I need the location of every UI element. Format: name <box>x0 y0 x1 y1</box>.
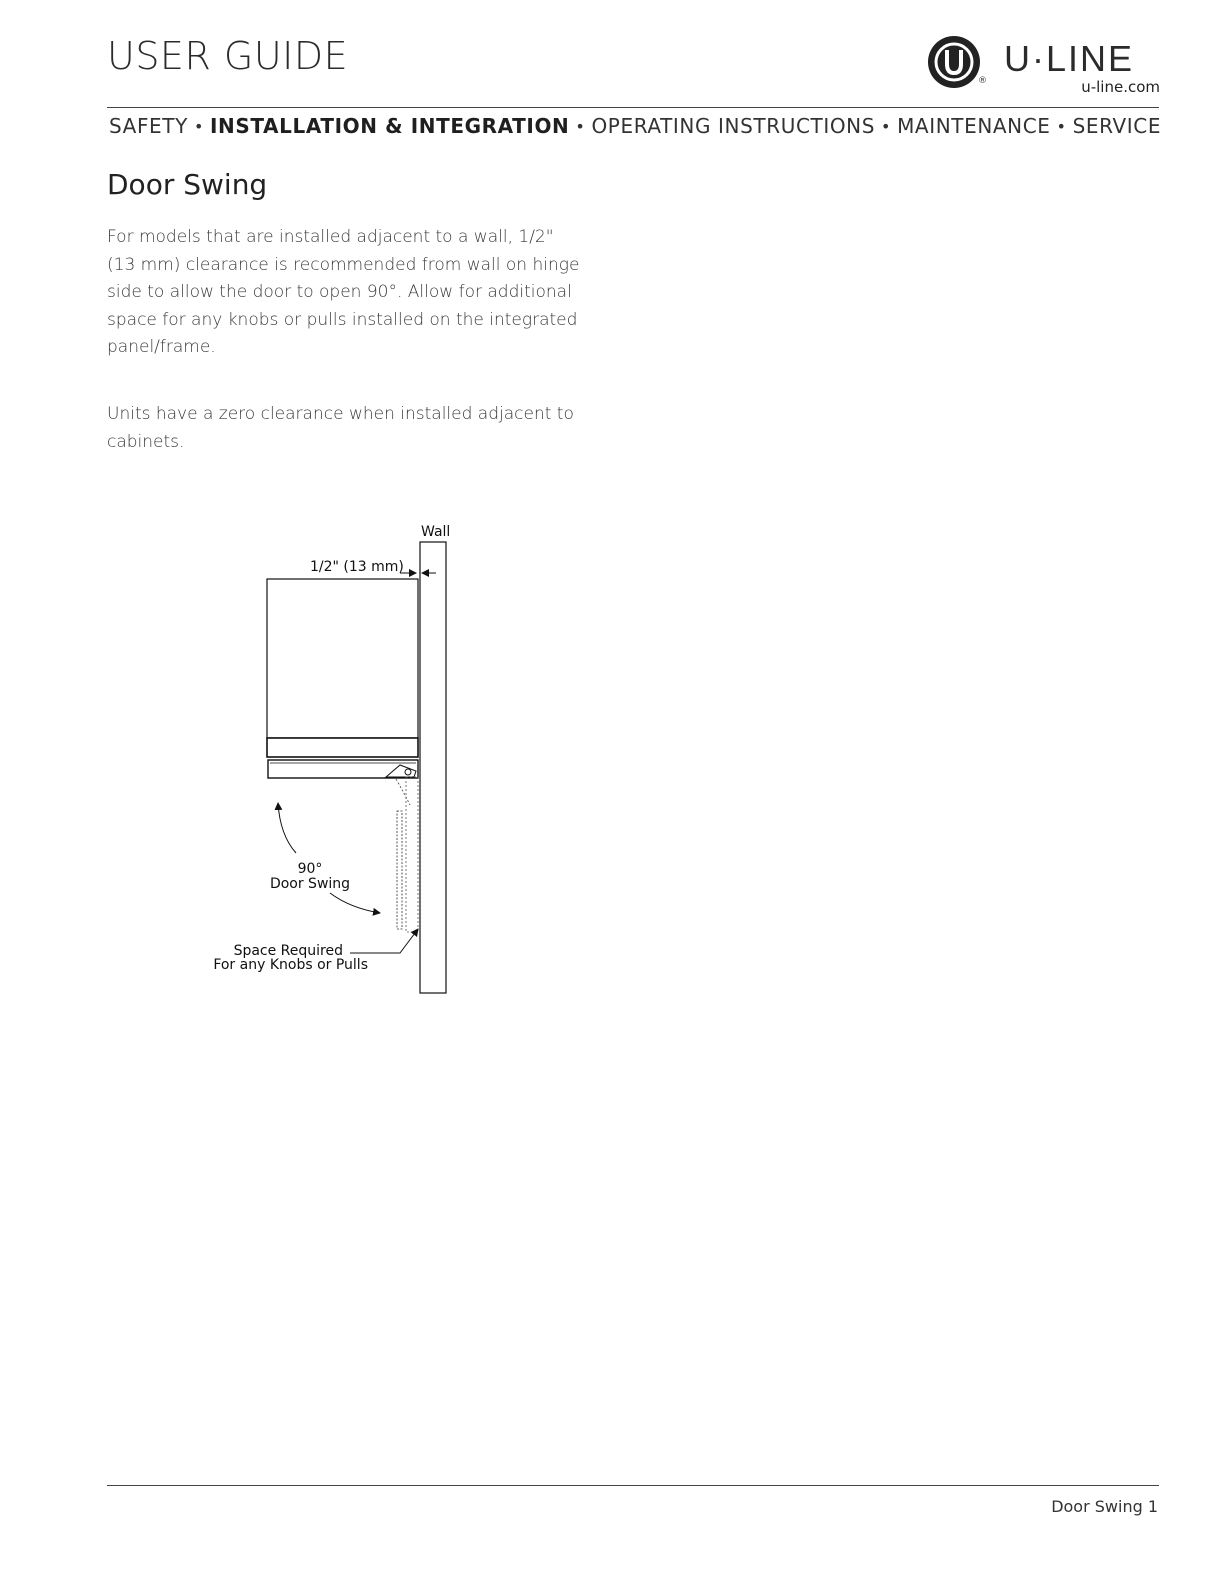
nav-separator: • <box>193 117 204 136</box>
uline-logo-icon <box>926 34 982 90</box>
brand-wordmark: U·LINE <box>1004 38 1135 79</box>
page-footer-label: Door Swing 1 <box>1051 1497 1158 1516</box>
brand-url[interactable]: u-line.com <box>1081 78 1160 96</box>
section-title: Door Swing <box>107 168 268 201</box>
footer-divider <box>107 1485 1159 1486</box>
swing-angle-label: 90° <box>297 861 323 877</box>
nav-item-service[interactable]: SERVICE <box>1072 114 1162 138</box>
swing-arrow-down <box>330 893 380 913</box>
wall <box>420 542 446 993</box>
header-divider <box>107 107 1159 108</box>
space-leader-line <box>350 929 418 953</box>
nav-item-installation[interactable]: INSTALLATION & INTEGRATION <box>209 114 570 138</box>
door-open-outline <box>406 777 418 932</box>
cabinet-frame <box>267 738 418 757</box>
swing-label: Door Swing <box>269 876 351 892</box>
space-label-line1: Space Required <box>233 943 343 959</box>
wall-label: Wall <box>421 524 451 540</box>
nav-item-safety[interactable]: SAFETY <box>109 114 188 138</box>
body-paragraph: Units have a zero clearance when installed adjacent to cabinets. <box>107 404 574 452</box>
knob-space-outline <box>397 811 402 929</box>
nav-separator: • <box>881 117 892 136</box>
brand-logo <box>926 34 1166 94</box>
nav-item-operating[interactable]: OPERATING INSTRUCTIONS <box>591 114 876 138</box>
registered-mark: ® <box>978 76 987 86</box>
space-label-line2: For any Knobs or Pulls <box>213 957 368 973</box>
section-nav <box>109 114 1161 138</box>
nav-item-maintenance[interactable]: MAINTENANCE <box>897 114 1051 138</box>
body-paragraph: For models that are installed adjacent to a wall, 1/2" (13 mm) clearance is recommended from wall on hinge side to allow the door to open 90°. Allow for additional space for any knobs or pulls installed on the integrated panel/frame. <box>107 227 580 358</box>
clearance-label: 1/2" (13 mm) <box>310 559 404 575</box>
door-swing-diagram <box>200 515 470 1000</box>
swing-path <box>396 779 410 805</box>
cabinet-body <box>267 579 418 738</box>
document-title: USER GUIDE <box>107 34 349 78</box>
nav-separator: • <box>575 117 586 136</box>
nav-separator: • <box>1056 117 1067 136</box>
swing-arrow-up <box>278 803 296 853</box>
